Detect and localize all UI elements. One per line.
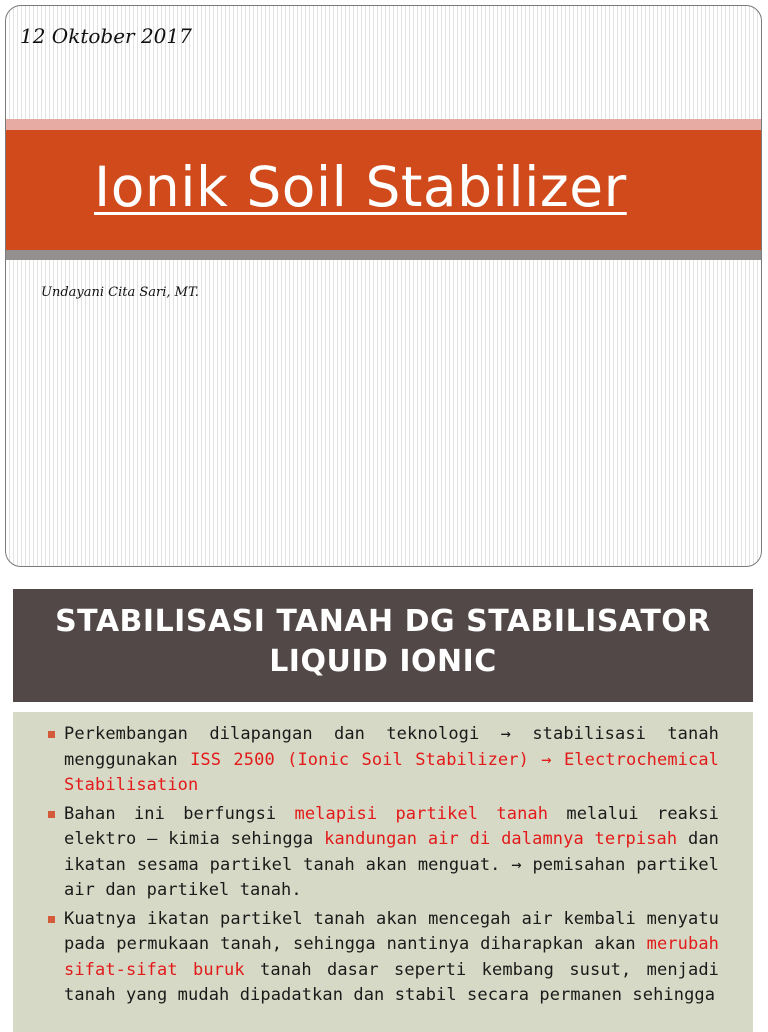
slide-date: 12 Oktober 2017 bbox=[20, 24, 192, 48]
bullet-text: Bahan ini berfungsi bbox=[64, 803, 295, 824]
title-slide bbox=[5, 5, 762, 567]
bullet-highlight: melapisi partikel tanah bbox=[294, 803, 549, 824]
bullet-highlight: ISS 2500 (Ionic Soil Stabilizer) → Electrochemical Stabilisation bbox=[64, 749, 719, 795]
title-band-bottom-stripe bbox=[6, 250, 761, 260]
bullet-item bbox=[13, 802, 753, 904]
content-slide-body bbox=[13, 712, 753, 1032]
bullet-list bbox=[13, 722, 753, 1012]
bullet-text: melalui reaksi elektro – kimia sehingga bbox=[64, 803, 719, 849]
bullet-text: Kuatnya ikatan partikel tanah akan mencegah air kembali menyatu pada permukaan tanah, sehingga nantinya diharapkan akan bbox=[64, 908, 719, 954]
content-slide-header bbox=[13, 589, 753, 702]
bullet-text: tanah dasar seperti kembang susut, menjadi tanah yang mudah dipadatkan dan stabil secara permanen sehingga bbox=[64, 959, 719, 1005]
slide-author: Undayani Cita Sari, MT. bbox=[41, 285, 199, 300]
bullet-item bbox=[13, 907, 753, 1009]
title-band-top-stripe bbox=[6, 119, 761, 130]
bullet-highlight: kandungan air di dalamnya terpisah bbox=[324, 829, 678, 849]
bullet-square-icon bbox=[48, 916, 55, 923]
bullet-text: dan ikatan sesama partikel tanah akan menguat. → pemisahan partikel air dan partikel tanah. bbox=[64, 829, 720, 900]
bullet-item bbox=[13, 722, 753, 799]
bullet-square-icon bbox=[48, 811, 55, 818]
bullet-text: Perkembangan dilapangan dan teknologi → stabilisasi tanah menggunakan bbox=[64, 724, 719, 770]
bullet-square-icon bbox=[48, 731, 55, 738]
bullet-highlight: merubah sifat-sifat buruk bbox=[64, 934, 719, 980]
header-line-2: LIQUID IONIC bbox=[269, 644, 497, 679]
header-line-1: STABILISASI TANAH DG STABILISATOR bbox=[55, 604, 711, 639]
slide-title: Ionik Soil Stabilizer bbox=[94, 155, 627, 219]
